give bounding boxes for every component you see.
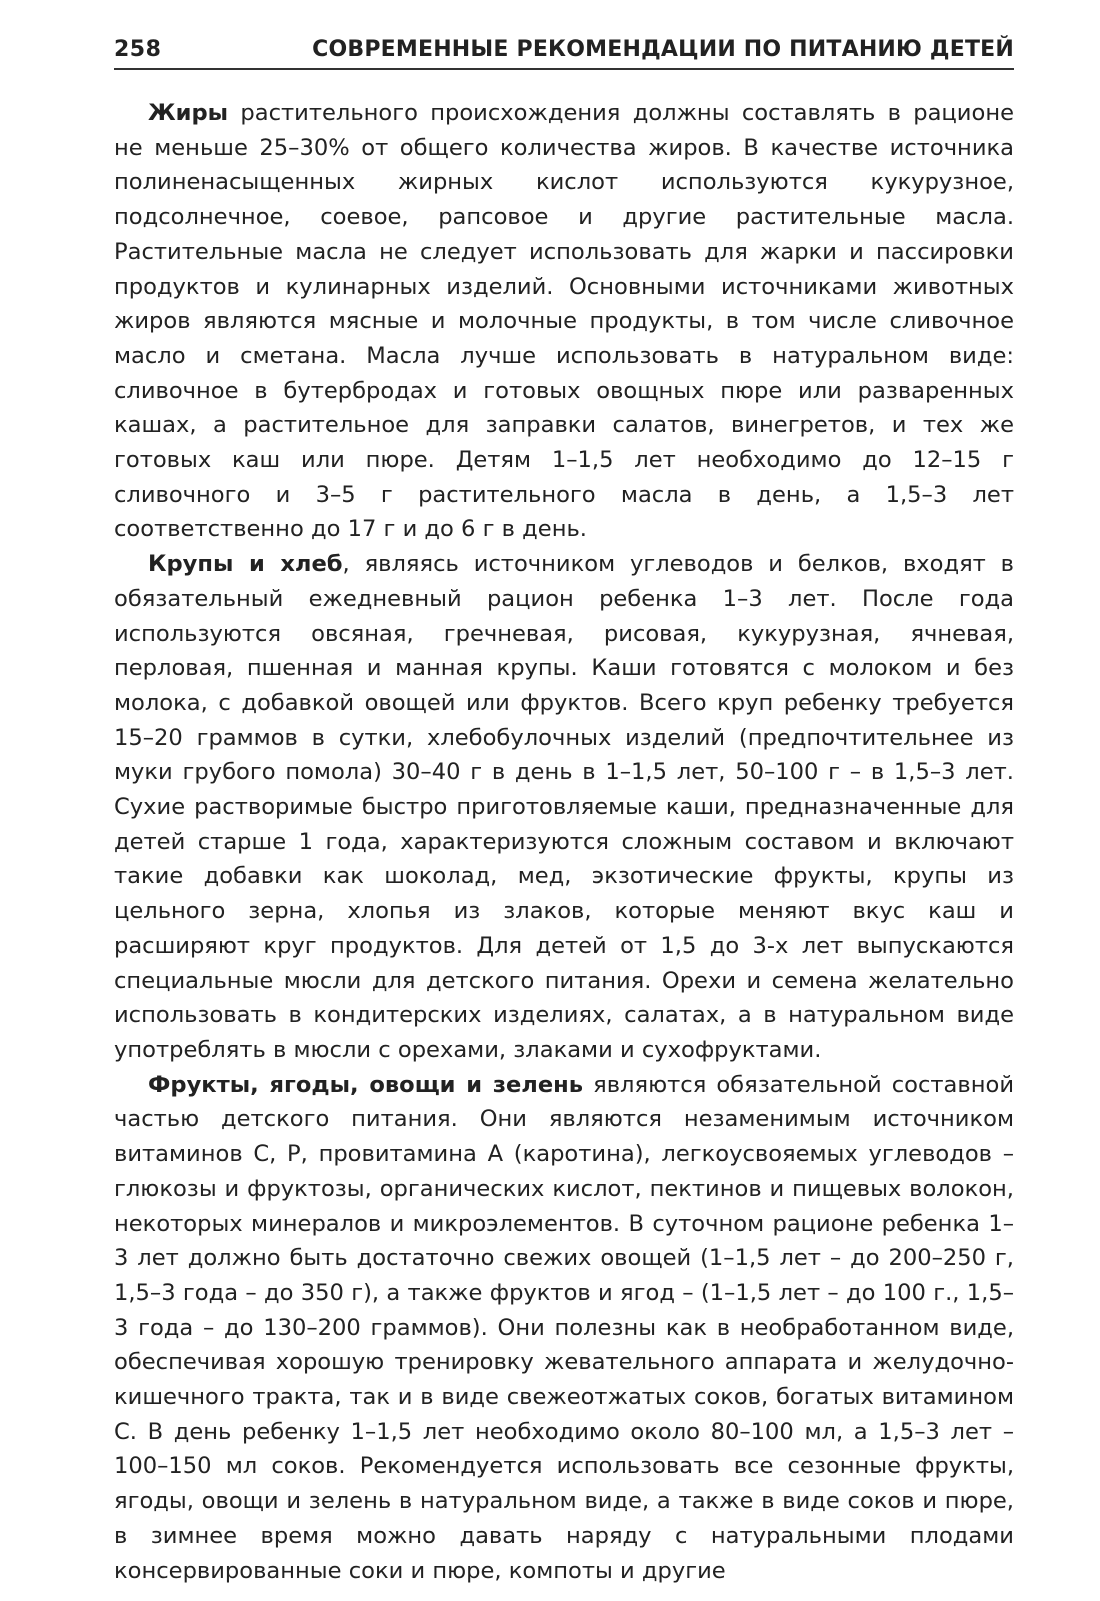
page-number: 258: [114, 37, 162, 62]
paragraph-cereals: [114, 547, 1014, 1068]
paragraph-text: являются обязательной составной частью детского питания. Они являются незаменимым источником витаминов С, Р, провитамина А (каротина), легкоусвояемых углеводов – глюкозы и фруктозы, органических кислот, пектинов и пищевых волокон, некоторых минералов и микроэлементов. В суточном рационе ребенка 1–3 лет должно быть достаточно свежих овощей (1–1,5 лет – до 200–250 г, 1,5–3 года – до 350 г), а также фруктов и ягод – (1–1,5 лет – до 100 г., 1,5–3 года – до 130–200 граммов). Они полезны как в необработанном виде, обеспечивая хорошую тренировку жевательного аппарата и желудочно-кишечного тракта, так и в виде свежеотжатых соков, богатых витамином С. В день ребенку 1–1,5 лет необходимо около 80–100 мл, а 1,5–3 лет – 100–150 мл соков. Рекомендуется использовать все сезонные фрукты, ягоды, овощи и зелень в натуральном виде, а также в виде соков и пюре, в зимнее время можно давать наряду с натуральными плодами консервированные соки и пюре, компоты и другие: [114, 1071, 1014, 1584]
paragraph-text: растительного происхождения должны составлять в рационе не меньше 25–30% от общего количества жиров. В качестве источника полиненасыщенных жирных кислот используются кукурузное, подсолнечное, соевое, рапсовое и другие растительные масла. Растительные масла не следует использовать для жарки и пассировки продуктов и кулинарных изделий. Основными источниками животных жиров являются мясные и молочные продукты, в том числе сливочное масло и сметана. Масла лучше использовать в натуральном виде: сливочное в бутербродах и готовых овощных пюре или разваренных кашах, а растительное для заправки салатов, винегретов, и тех же готовых каш или пюре. Детям 1–1,5 лет необходимо до 12–15 г сливочного и 3–5 г растительного масла в день, а 1,5–3 лет соответственно до 17 г и до 6 г в день.: [114, 100, 1014, 543]
paragraph-lead: Жиры: [148, 100, 229, 126]
paragraph-fruits: [114, 1068, 1014, 1589]
paragraph-lead: Крупы и хлеб: [148, 551, 343, 578]
running-title: СОВРЕМЕННЫЕ РЕКОМЕНДАЦИИ ПО ПИТАНИЮ ДЕТЕЙ: [312, 37, 1014, 62]
paragraph-lead: Фрукты, ягоды, овощи и зелень: [148, 1071, 584, 1098]
page-body: [114, 96, 1014, 1588]
paragraph-text: , являясь источником углеводов и белков, входят в обязательный ежедневный рацион ребенка 1–3 лет. После года используются овсяная, гречневая, рисовая, кукурузная, ячневая, перловая, пшенная и манная крупы. Каши готовятся с молоком и без молока, с добавкой овощей или фруктов. Всего круп ребенку требуется 15–20 граммов в сутки, хлебобулочных изделий (предпочтительнее из муки грубого помола) 30–40 г в день в 1–1,5 лет, 50–100 г – в 1,5–3 лет. Сухие растворимые быстро приготовляемые каши, предназначенные для детей старше 1 года, характеризуются сложным составом и включают такие добавки как шоколад, мед, экзотические фрукты, крупы из цельного зерна, хлопья из злаков, которые меняют вкус каш и расширяют круг продуктов. Для детей от 1,5 до 3-х лет выпускаются специальные мюсли для детского питания. Орехи и семена желательно использовать в кондитерских изделиях, салатах, а в натуральном виде употреблять в мюсли с орехами, злаками и сухофруктами.: [114, 551, 1014, 1063]
paragraph-fats: [114, 96, 1014, 547]
page-header: [114, 30, 1014, 70]
